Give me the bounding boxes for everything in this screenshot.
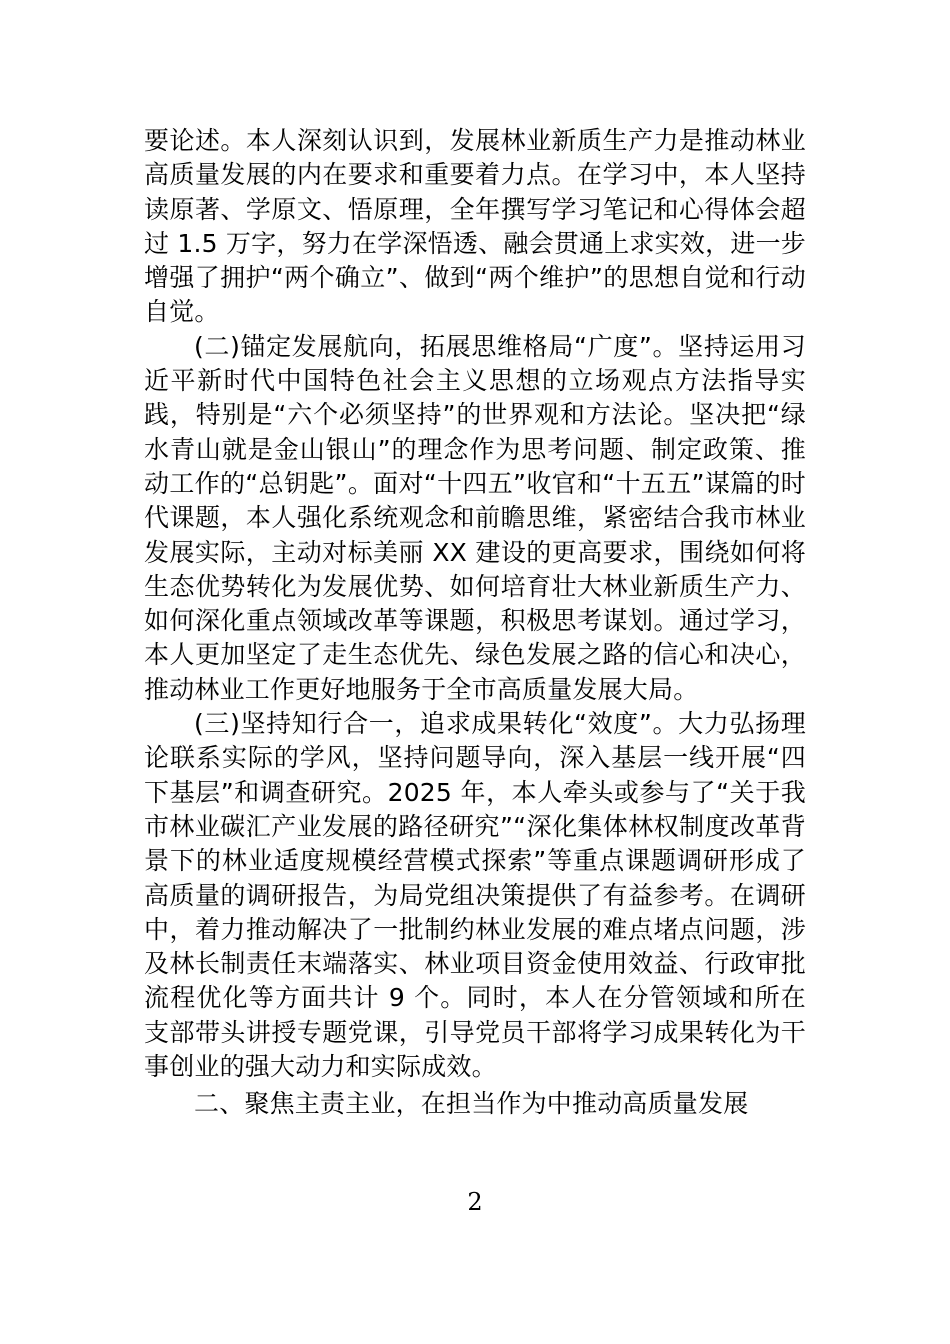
paragraph-section-2: (二)锚定发展航向，拓展思维格局“广度”。坚持运用习近平新时代中国特色社会主义思想的立场观点方法指导实践，特别是“六个必须坚持”的世界观和方法论。坚决把“绿水青山就是金山银山”的理念作为思考问题、制定政策、推动工作的“总钥匙”。面对“十四五”收官和“十五五”谋篇的时代课题，本人强化系统观念和前瞻思维，紧密结合我市林业发展实际，主动对标美丽 XX 建设的更高要求，围绕如何将生态优势转化为发展优势、如何培育壮大林业新质生产力、如何深化重点领域改革等课题，积极思考谋划。通过学习，本人更加坚定了走生态优先、绿色发展之路的信心和决心，推动林业工作更好地服务于全市高质量发展大局。 <box>144 331 806 704</box>
paragraph-section-3: (三)坚持知行合一，追求成果转化“效度”。大力弘扬理论联系实际的学风，坚持问题导向，深入基层一线开展“四下基层”和调查研究。2025 年，本人牵头或参与了“关于我市林业碳汇产业发展的路径研究”“深化集体林权制度改革背景下的林业适度规模经营模式探索”等重点课题调研形成了高质量的调研报告，为局党组决策提供了有益参考。在调研中，着力推动解决了一批制约林业发展的难点堵点问题，涉及林长制责任末端落实、林业项目资金使用效益、行政审批流程优化等方面共计 9 个。同时，本人在分管领域和所在支部带头讲授专题党课，引导党员干部将学习成果转化为干事创业的强大动力和实际成效。 <box>144 709 806 1082</box>
section-heading: 二、聚焦主责主业，在担当作为中推动高质量发展 <box>194 1089 749 1119</box>
page-number: 2 <box>467 1188 483 1216</box>
document-body <box>144 124 806 1122</box>
paragraph-continuation: 要论述。本人深刻认识到，发展林业新质生产力是推动林业高质量发展的内在要求和重要着力点。在学习中，本人坚持读原著、学原文、悟原理，全年撰写学习笔记和心得体会超过 1.5 万字，努力在学深悟透、融会贯通上求实效，进一步增强了拥护“两个确立”、做到“两个维护”的思想自觉和行动自觉。 <box>144 126 806 327</box>
